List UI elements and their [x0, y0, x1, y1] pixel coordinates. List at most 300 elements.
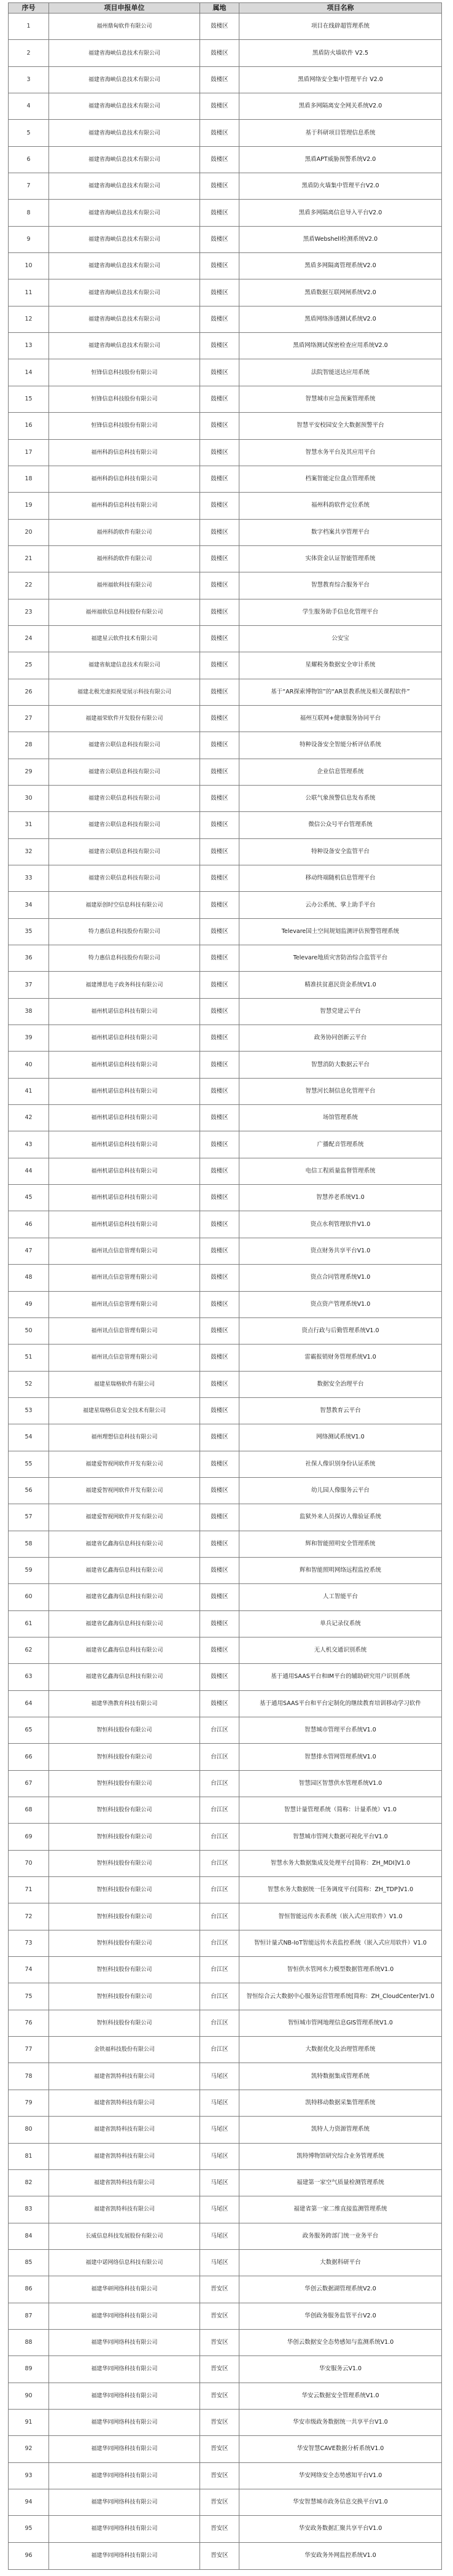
cell-area: 鼓楼区: [200, 253, 239, 279]
cell-no: 52: [9, 1371, 49, 1397]
cell-area: 晋安区: [200, 2489, 239, 2515]
cell-unit: 福州讯点信息管理有限公司: [49, 1317, 200, 1344]
cell-area: 鼓楼区: [200, 1131, 239, 1158]
cell-no: 33: [9, 865, 49, 892]
cell-project: 黑盾网络测试保密检查应用系统V2.0: [239, 333, 442, 359]
table-row: [9, 146, 442, 173]
cell-no: 23: [9, 599, 49, 625]
cell-project: 无人机交通识别系统: [239, 1637, 442, 1663]
cell-no: 21: [9, 545, 49, 572]
cell-unit: 金铁福科技股份有限公司: [49, 2037, 200, 2063]
table-row: [9, 679, 442, 705]
cell-unit: 福州机诺信息科技有限公司: [49, 1078, 200, 1104]
cell-project: 场馆管理系统: [239, 1105, 442, 1131]
cell-area: 鼓楼区: [200, 918, 239, 945]
cell-project: 智慧计量管理系统（简称：计量系统）V1.0: [239, 1797, 442, 1824]
cell-unit: 福州科韵软件有限公司: [49, 519, 200, 545]
cell-project: 智慧教育云平台: [239, 1397, 442, 1424]
cell-project: Televare国土空间规划监测评估预警管理系统: [239, 918, 442, 945]
cell-area: 鼓楼区: [200, 838, 239, 865]
cell-no: 68: [9, 1797, 49, 1824]
cell-unit: 福建华同网络科技有限公司: [49, 2489, 200, 2515]
cell-area: 鼓楼区: [200, 1238, 239, 1264]
table-row: [9, 93, 442, 120]
cell-unit: 福州机诺信息科技有限公司: [49, 1025, 200, 1052]
cell-project: 华创政务服务监管平台V2.0: [239, 2303, 442, 2329]
cell-project: 基于通用SAAS平台和IM平台的辅助研究用户识别系统: [239, 1664, 442, 1690]
cell-unit: 福建爱智视网软件开发有限公司: [49, 1451, 200, 1477]
cell-area: 鼓楼区: [200, 386, 239, 412]
cell-unit: 福建星瑞格软件有限公司: [49, 1371, 200, 1397]
cell-area: 马尾区: [200, 2117, 239, 2143]
cell-no: 54: [9, 1424, 49, 1451]
cell-no: 15: [9, 386, 49, 412]
cell-project: 智慧水务大数据集成及处理平台[简称：ZH_MDI]V1.0: [239, 1850, 442, 1876]
cell-area: 鼓楼区: [200, 1690, 239, 1717]
cell-unit: 福建华同网络科技有限公司: [49, 2329, 200, 2355]
cell-no: 91: [9, 2409, 49, 2435]
cell-area: 鼓楼区: [200, 1317, 239, 1344]
cell-project: 社保人像识别身份认证系统: [239, 1451, 442, 1477]
cell-unit: 智恒科技股份有限公司: [49, 1983, 200, 2010]
cell-project: 单兵记录仪系统: [239, 1610, 442, 1637]
table-row: [9, 2276, 442, 2303]
table-row: [9, 732, 442, 759]
cell-project: 智恒计量式NB-IoT智能远传水表监控系统（嵌入式应用软件）V1.0: [239, 1930, 442, 1956]
cell-area: 鼓楼区: [200, 652, 239, 679]
cell-no: 31: [9, 812, 49, 838]
table-row: [9, 572, 442, 599]
table-row: [9, 1930, 442, 1956]
table-row: [9, 173, 442, 200]
table-row: [9, 2010, 442, 2036]
cell-project: 雷霸报销财务管理系统V1.0: [239, 1345, 442, 1371]
cell-area: 鼓楼区: [200, 1424, 239, 1451]
cell-no: 74: [9, 1957, 49, 1983]
cell-no: 90: [9, 2383, 49, 2409]
cell-unit: 特力惠信息科技股份有限公司: [49, 945, 200, 972]
cell-unit: 福州讯点信息管理有限公司: [49, 1265, 200, 1291]
cell-project: 智慧排水管网管理系统V1.0: [239, 1744, 442, 1770]
cell-area: 晋安区: [200, 2276, 239, 2303]
cell-project: 智慧消防大数据云平台: [239, 1052, 442, 1078]
cell-unit: 福州机诺信息科技有限公司: [49, 1105, 200, 1131]
table-row: [9, 972, 442, 998]
cell-unit: 福建省亿鑫海信息科技有限公司: [49, 1557, 200, 1583]
table-row: [9, 2223, 442, 2249]
cell-project: 凯特人力资源管理系统: [239, 2117, 442, 2143]
cell-area: 台江区: [200, 2010, 239, 2036]
cell-project: 黑盾多网隔离信息导入平台V2.0: [239, 200, 442, 226]
cell-unit: 智恒科技股份有限公司: [49, 1903, 200, 1930]
cell-unit: 福建华同网络科技有限公司: [49, 2356, 200, 2383]
cell-project: 智慧平安校园安全大数据预警平台: [239, 413, 442, 439]
cell-area: 鼓楼区: [200, 705, 239, 732]
cell-area: 鼓楼区: [200, 1025, 239, 1052]
cell-project: 幼儿园人像服务云平台: [239, 1477, 442, 1504]
cell-area: 鼓楼区: [200, 439, 239, 466]
cell-project: 黑盾网络安全集中管理平台 V2.0: [239, 66, 442, 93]
table-row: [9, 120, 442, 146]
cell-project: 资点水利管理软件V1.0: [239, 1211, 442, 1238]
cell-unit: 智恒科技股份有限公司: [49, 2010, 200, 2036]
cell-area: 鼓楼区: [200, 1211, 239, 1238]
cell-project: 数据安全治理平台: [239, 1371, 442, 1397]
cell-project: 精准扶贫惠民资金系统V1.0: [239, 972, 442, 998]
cell-project: 监狱外来人员探访人像验证系统: [239, 1504, 442, 1531]
cell-no: 57: [9, 1504, 49, 1531]
cell-project: 凯特博物馆研究综合业务管理系统: [239, 2143, 442, 2169]
table-row: [9, 1717, 442, 1744]
cell-no: 16: [9, 413, 49, 439]
cell-unit: 福建省亿鑫海信息科技有限公司: [49, 1664, 200, 1690]
cell-project: 数字档案共享管理平台: [239, 519, 442, 545]
cell-unit: 智恒科技股份有限公司: [49, 1824, 200, 1850]
cell-project: 黑盾多网隔离管理系统V2.0: [239, 253, 442, 279]
cell-area: 台江区: [200, 1877, 239, 1903]
cell-area: 晋安区: [200, 2329, 239, 2355]
cell-unit: 福建省海峡信息技术有限公司: [49, 66, 200, 93]
table-row: [9, 386, 442, 412]
cell-unit: 福建省海峡信息技术有限公司: [49, 173, 200, 200]
cell-no: 26: [9, 679, 49, 705]
table-row: [9, 493, 442, 519]
cell-area: 鼓楼区: [200, 572, 239, 599]
cell-no: 56: [9, 1477, 49, 1504]
cell-project: 智慧养老系统V1.0: [239, 1185, 442, 1211]
cell-area: 鼓楼区: [200, 1078, 239, 1104]
cell-area: 鼓楼区: [200, 359, 239, 386]
table-row: [9, 1850, 442, 1876]
cell-no: 69: [9, 1824, 49, 1850]
cell-unit: 福建华同网络科技有限公司: [49, 2462, 200, 2489]
cell-no: 78: [9, 2063, 49, 2090]
cell-no: 51: [9, 1345, 49, 1371]
cell-unit: 智恒科技股份有限公司: [49, 1717, 200, 1744]
cell-project: 公联气象预警信息发布系统: [239, 785, 442, 811]
cell-project: 智慧教育综合服务平台: [239, 572, 442, 599]
table-row: [9, 466, 442, 492]
table-body: [9, 14, 442, 2570]
table-row: [9, 785, 442, 811]
cell-no: 9: [9, 226, 49, 252]
cell-no: 66: [9, 1744, 49, 1770]
cell-no: 89: [9, 2356, 49, 2383]
cell-project: 福建第一家空气质量检测管理系统: [239, 2169, 442, 2196]
cell-project: 黑盾数据互联网闸系统V2.0: [239, 279, 442, 306]
cell-unit: 福建省凯特科技有限公司: [49, 2117, 200, 2143]
cell-area: 鼓楼区: [200, 14, 239, 40]
cell-project: 智慧园区智慧供水管理系统V1.0: [239, 1770, 442, 1797]
cell-project: 电信工程质量监督管理系统: [239, 1158, 442, 1184]
table-row: [9, 625, 442, 652]
cell-project: 黑盾APT威胁预警系统V2.0: [239, 146, 442, 173]
table-row: [9, 918, 442, 945]
cell-project: 学生服务助手信息化管理平台: [239, 599, 442, 625]
cell-area: 鼓楼区: [200, 93, 239, 120]
cell-area: 马尾区: [200, 2196, 239, 2223]
table-row: [9, 2303, 442, 2329]
cell-no: 88: [9, 2329, 49, 2355]
cell-project: 智恒城市管网地理信息GIS管理系统V1.0: [239, 2010, 442, 2036]
cell-no: 1: [9, 14, 49, 40]
cell-area: 晋安区: [200, 2303, 239, 2329]
cell-area: 鼓楼区: [200, 1052, 239, 1078]
cell-area: 鼓楼区: [200, 625, 239, 652]
cell-no: 18: [9, 466, 49, 492]
table-row: [9, 1877, 442, 1903]
cell-no: 50: [9, 1317, 49, 1344]
cell-unit: 智恒科技股份有限公司: [49, 1877, 200, 1903]
cell-unit: 福建省海峡信息技术有限公司: [49, 120, 200, 146]
table-row: [9, 2117, 442, 2143]
table-row: [9, 66, 442, 93]
cell-area: 台江区: [200, 2037, 239, 2063]
table-row: [9, 14, 442, 40]
cell-project: 基于通用SAAS平台和平台定制化的继续教育培训移动学习软件: [239, 1690, 442, 1717]
cell-project: 项目在线辟超管理系统: [239, 14, 442, 40]
cell-no: 32: [9, 838, 49, 865]
table-row: [9, 892, 442, 918]
cell-area: 晋安区: [200, 2542, 239, 2569]
cell-no: 86: [9, 2276, 49, 2303]
cell-unit: 福建华同网络科技有限公司: [49, 2383, 200, 2409]
cell-project: Televare地质灾害防治综合监管平台: [239, 945, 442, 972]
table-row: [9, 2249, 442, 2276]
cell-area: 台江区: [200, 1903, 239, 1930]
table-row: [9, 838, 442, 865]
cell-unit: 福州福软信息科技股份有限公司: [49, 599, 200, 625]
table-row: [9, 2489, 442, 2515]
cell-unit: 智恒科技股份有限公司: [49, 1770, 200, 1797]
cell-no: 70: [9, 1850, 49, 1876]
cell-project: 资点行政与后勤管理系统V1.0: [239, 1317, 442, 1344]
cell-area: 鼓楼区: [200, 945, 239, 972]
cell-project: 黑盾网络渗透测试系统V2.0: [239, 306, 442, 332]
table-row: [9, 759, 442, 785]
cell-no: 34: [9, 892, 49, 918]
cell-area: 鼓楼区: [200, 865, 239, 892]
cell-area: 鼓楼区: [200, 1531, 239, 1557]
cell-unit: 福州福软科技有限公司: [49, 572, 200, 599]
cell-unit: 福州科韵软件有限公司: [49, 545, 200, 572]
table-row: [9, 2037, 442, 2063]
cell-project: 智恒智能远传水表系统（嵌入式应用软件）V1.0: [239, 1903, 442, 1930]
cell-area: 鼓楼区: [200, 40, 239, 66]
cell-area: 鼓楼区: [200, 1371, 239, 1397]
cell-area: 鼓楼区: [200, 466, 239, 492]
cell-no: 77: [9, 2037, 49, 2063]
cell-project: 华创云数据安全态势感知与监测系统V1.0: [239, 2329, 442, 2355]
cell-no: 85: [9, 2249, 49, 2276]
cell-area: 鼓楼区: [200, 226, 239, 252]
cell-project: 微信公众号平台管理系统: [239, 812, 442, 838]
cell-unit: 福建省海峡信息技术有限公司: [49, 253, 200, 279]
cell-no: 96: [9, 2542, 49, 2569]
cell-no: 35: [9, 918, 49, 945]
cell-unit: 福州科韵信息科技有限公司: [49, 493, 200, 519]
cell-area: 台江区: [200, 1957, 239, 1983]
cell-no: 10: [9, 253, 49, 279]
cell-area: 鼓楼区: [200, 732, 239, 759]
table-row: [9, 1531, 442, 1557]
cell-area: 马尾区: [200, 2169, 239, 2196]
cell-project: 华安智慧城市政务信息交换平台V1.0: [239, 2489, 442, 2515]
cell-no: 65: [9, 1717, 49, 1744]
cell-no: 38: [9, 998, 49, 1025]
cell-project: 人工智能平台: [239, 1584, 442, 1610]
cell-project: 公安宝: [239, 625, 442, 652]
table-row: [9, 1770, 442, 1797]
cell-project: 特种设备安全监管平台: [239, 838, 442, 865]
table-row: [9, 1185, 442, 1211]
cell-no: 82: [9, 2169, 49, 2196]
cell-unit: 福州理想信息科技有限公司: [49, 1424, 200, 1451]
table-row: [9, 1265, 442, 1291]
cell-unit: 福建华同网络科技有限公司: [49, 2436, 200, 2462]
cell-area: 鼓楼区: [200, 1637, 239, 1663]
cell-area: 鼓楼区: [200, 66, 239, 93]
cell-area: 鼓楼区: [200, 279, 239, 306]
cell-unit: 特力惠信息科技股份有限公司: [49, 918, 200, 945]
cell-area: 鼓楼区: [200, 200, 239, 226]
table-row: [9, 1371, 442, 1397]
cell-unit: 福建华同网络科技有限公司: [49, 2303, 200, 2329]
cell-no: 45: [9, 1185, 49, 1211]
cell-no: 83: [9, 2196, 49, 2223]
cell-project: 华安政务数据汇聚共享平台V1.0: [239, 2516, 442, 2542]
cell-unit: 福州讯点信息管理有限公司: [49, 1345, 200, 1371]
cell-area: 鼓楼区: [200, 173, 239, 200]
cell-project: 智慧党建云平台: [239, 998, 442, 1025]
cell-unit: 福建省凯特科技有限公司: [49, 2090, 200, 2116]
cell-area: 台江区: [200, 1983, 239, 2010]
table-row: [9, 2436, 442, 2462]
cell-area: 鼓楼区: [200, 892, 239, 918]
table-row: [9, 200, 442, 226]
table-row: [9, 1664, 442, 1690]
table-row: [9, 253, 442, 279]
cell-project: 华安智慧CAVE数据分析系统V1.0: [239, 2436, 442, 2462]
cell-unit: 福建中诺网络信息科技有限公司: [49, 2249, 200, 2276]
cell-project: 黑盾多网隔离安全网关系统V2.0: [239, 93, 442, 120]
table-row: [9, 333, 442, 359]
cell-area: 鼓楼区: [200, 1664, 239, 1690]
cell-area: 鼓楼区: [200, 493, 239, 519]
cell-area: 晋安区: [200, 2356, 239, 2383]
table-row: [9, 1824, 442, 1850]
cell-no: 84: [9, 2223, 49, 2249]
cell-project: 政务服务跨部门统一业务平台: [239, 2223, 442, 2249]
cell-unit: 福建华研网络科技有限公司: [49, 2276, 200, 2303]
cell-unit: 福建省海峡信息技术有限公司: [49, 93, 200, 120]
cell-unit: 福建省凯特科技有限公司: [49, 2063, 200, 2090]
cell-unit: 智恒科技股份有限公司: [49, 1850, 200, 1876]
cell-no: 62: [9, 1637, 49, 1663]
cell-unit: 福建华同网络科技有限公司: [49, 2516, 200, 2542]
cell-area: 鼓楼区: [200, 679, 239, 705]
table-row: [9, 812, 442, 838]
cell-no: 92: [9, 2436, 49, 2462]
cell-area: 鼓楼区: [200, 759, 239, 785]
cell-unit: 福州机诺信息科技有限公司: [49, 1211, 200, 1238]
table-row: [9, 1637, 442, 1663]
cell-project: 凯特数据集成管理系统: [239, 2063, 442, 2090]
cell-project: 辉和智能照明网络远程监控系统: [239, 1557, 442, 1583]
table-row: [9, 40, 442, 66]
cell-unit: 福建省海峡信息技术有限公司: [49, 306, 200, 332]
cell-unit: 福建省亿鑫海信息科技有限公司: [49, 1610, 200, 1637]
cell-no: 63: [9, 1664, 49, 1690]
cell-project: 基于科研项目管理信息系统: [239, 120, 442, 146]
cell-unit: 福建爱智视网软件开发有限公司: [49, 1477, 200, 1504]
table-row: [9, 1317, 442, 1344]
cell-area: 鼓楼区: [200, 120, 239, 146]
cell-area: 鼓楼区: [200, 1158, 239, 1184]
cell-unit: 福州鼎甸软件有限公司: [49, 14, 200, 40]
cell-project: 资点合同管理系统V1.0: [239, 1265, 442, 1291]
cell-unit: 福建省海峡信息技术有限公司: [49, 279, 200, 306]
cell-project: 云办公系统、掌上助手平台: [239, 892, 442, 918]
table-row: [9, 2409, 442, 2435]
cell-unit: 福州机诺信息科技有限公司: [49, 998, 200, 1025]
cell-no: 22: [9, 572, 49, 599]
cell-project: 智慧水务大数据统一任务调度平台[简称：ZH_TDP]V1.0: [239, 1877, 442, 1903]
cell-no: 19: [9, 493, 49, 519]
cell-project: 智慧城市管网大数据可视化平台V1.0: [239, 1824, 442, 1850]
table-row: [9, 1291, 442, 1317]
cell-no: 12: [9, 306, 49, 332]
table-row: [9, 226, 442, 252]
cell-no: 42: [9, 1105, 49, 1131]
cell-unit: 智恒科技股份有限公司: [49, 1797, 200, 1824]
cell-no: 73: [9, 1930, 49, 1956]
table-row: [9, 279, 442, 306]
cell-unit: 福建省凯特科技有限公司: [49, 2196, 200, 2223]
cell-unit: 福建省亿鑫海信息科技有限公司: [49, 1584, 200, 1610]
cell-no: 80: [9, 2117, 49, 2143]
cell-unit: 福建爱智视网软件开发有限公司: [49, 1504, 200, 1531]
table-row: [9, 2090, 442, 2116]
cell-area: 鼓楼区: [200, 972, 239, 998]
cell-unit: 福建华渔教育科技有限公司: [49, 1690, 200, 1717]
cell-project: 华安服务云V1.0: [239, 2356, 442, 2383]
cell-area: 马尾区: [200, 2223, 239, 2249]
cell-project: 实体资金认证智能管理系统: [239, 545, 442, 572]
table-row: [9, 2143, 442, 2169]
header-area: 属地: [200, 3, 239, 14]
cell-no: 11: [9, 279, 49, 306]
table-row: [9, 1424, 442, 1451]
cell-project: 黑盾防火墙集中管理平台V2.0: [239, 173, 442, 200]
cell-project: 华创云数据湖管理系统V2.0: [239, 2276, 442, 2303]
table-row: [9, 2462, 442, 2489]
cell-area: 马尾区: [200, 2090, 239, 2116]
table-row: [9, 306, 442, 332]
cell-area: 鼓楼区: [200, 1557, 239, 1583]
cell-project: 华安云数据安全管理系统V1.0: [239, 2383, 442, 2409]
cell-area: 马尾区: [200, 2143, 239, 2169]
table-row: [9, 599, 442, 625]
table-row: [9, 1211, 442, 1238]
cell-area: 鼓楼区: [200, 333, 239, 359]
cell-no: 46: [9, 1211, 49, 1238]
cell-area: 鼓楼区: [200, 1185, 239, 1211]
cell-area: 鼓楼区: [200, 1610, 239, 1637]
cell-area: 鼓楼区: [200, 1477, 239, 1504]
cell-unit: 福建省航建信息技术有限公司: [49, 652, 200, 679]
cell-no: 30: [9, 785, 49, 811]
